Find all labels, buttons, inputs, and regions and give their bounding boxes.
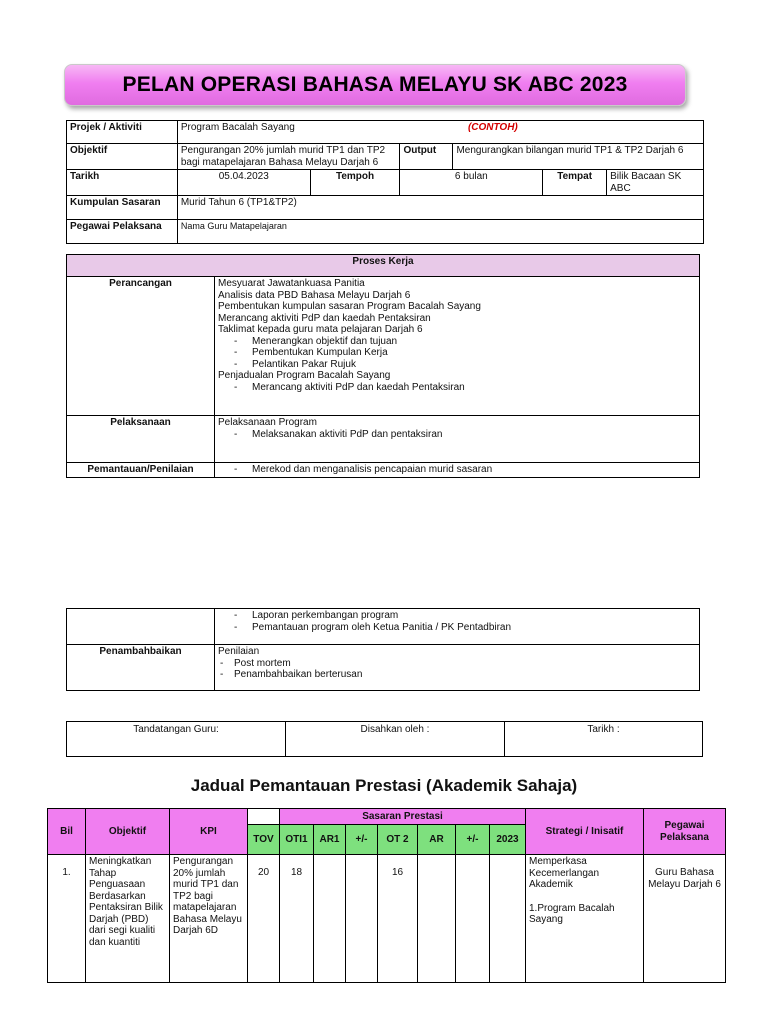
perancangan-line: Taklimat kepada guru mata pelajaran Darjah 6: [218, 324, 423, 335]
pemantauan-label: Pemantauan/Penilaian: [67, 463, 215, 478]
header-bil: Bil: [48, 809, 86, 855]
cell-strategi: [526, 855, 644, 983]
cell-pegawai: Guru Bahasa Melayu Darjah 6: [644, 855, 726, 983]
kumpulan-label: Kumpulan Sasaran: [67, 196, 178, 220]
perancangan-sublist-2: [218, 382, 696, 394]
proses-header: Proses Kerja: [67, 255, 700, 277]
tempat-label: Tempat: [543, 170, 607, 196]
tarikh-value: 05.04.2023: [177, 170, 310, 196]
list-item: - Post mortem: [218, 658, 696, 670]
pelaksanaan-line: Pelaksanaan Program: [218, 417, 317, 428]
pelaksanaan-content: [215, 416, 700, 463]
contoh-note: (CONTOH): [467, 122, 518, 133]
header-blank: [248, 809, 280, 825]
list-item: - Merekod dan menganalisis pencapaian murid sasaran: [218, 464, 696, 476]
tempat-value: Bilik Bacaan SK ABC: [607, 170, 704, 196]
header-2023: 2023: [490, 825, 526, 855]
signature-guru: Tandatangan Guru:: [67, 722, 286, 757]
cell-bil: 1.: [48, 855, 86, 983]
proses-table: [66, 254, 700, 478]
kumpulan-value: Murid Tahun 6 (TP1&TP2): [177, 196, 703, 220]
pelaksanaan-label: Pelaksanaan: [67, 416, 215, 463]
pemantauan-content: [215, 463, 700, 478]
cell-pm2: [456, 855, 490, 983]
list-item: - Menerangkan objektif dan tujuan: [218, 336, 696, 348]
penambahbaikan-line: Penilaian: [218, 646, 260, 657]
cell-oti1: 18: [280, 855, 314, 983]
header-ot2: OT 2: [378, 825, 418, 855]
header-ar1: AR1: [314, 825, 346, 855]
perancangan-line: Mesyuarat Jawatankuasa Panitia: [218, 278, 365, 289]
perancangan-line: Merancang aktiviti PdP dan kaedah Pentaksiran: [218, 312, 431, 324]
tempoh-label: Tempoh: [310, 170, 400, 196]
pemantauan-sublist-continued: [218, 610, 696, 633]
signature-disahkan: Disahkan oleh :: [286, 722, 505, 757]
strategi-line: 1.Program Bacalah Sayang: [529, 902, 615, 925]
objektif-label: Objektif: [67, 144, 178, 170]
pemantauan-label-empty: [67, 609, 215, 645]
header-pegawai: Pegawai Pelaksana: [644, 809, 726, 855]
perancangan-line: Penjadualan Program Bacalah Sayang: [218, 370, 391, 381]
pelaksanaan-sublist: [218, 429, 696, 441]
table-row: [48, 855, 726, 983]
projek-value: Program Bacalah Sayang: [177, 121, 453, 144]
perancangan-content: [215, 277, 700, 416]
jadual-title: Jadual Pemantauan Prestasi (Akademik Sahaja): [190, 776, 578, 795]
list-item: - Laporan perkembangan program: [218, 610, 696, 622]
cell-tov: 20: [248, 855, 280, 983]
output-label: Output: [400, 144, 453, 170]
list-item: - Pelantikan Pakar Rujuk: [218, 359, 696, 371]
signature-table: [66, 721, 703, 757]
perancangan-line: Analisis data PBD Bahasa Melayu Darjah 6: [218, 289, 411, 301]
list-item: - Pembentukan Kumpulan Kerja: [218, 347, 696, 359]
title-banner: [64, 64, 686, 106]
list-item: - Melaksanakan aktiviti PdP dan pentaksiran: [218, 429, 696, 441]
header-pm2: +/-: [456, 825, 490, 855]
cell-pm1: [346, 855, 378, 983]
header-oti1: OTI1: [280, 825, 314, 855]
header-pm1: +/-: [346, 825, 378, 855]
page-title: PELAN OPERASI BAHASA MELAYU SK ABC 2023: [122, 73, 628, 96]
header-ar: AR: [418, 825, 456, 855]
list-item: - Merancang aktiviti PdP dan kaedah Pentaksiran: [218, 382, 696, 394]
penambahbaikan-label: Penambahbaikan: [67, 645, 215, 691]
strategi-line: Memperkasa Kecemerlangan Akademik: [529, 856, 600, 890]
tarikh-label: Tarikh: [67, 170, 178, 196]
cell-objektif: Meningkatkan Tahap Penguasaan Berdasarkan Pentaksiran Bilik Darjah (PBD) dari segi kualiti dan kuantiti: [86, 855, 170, 983]
tempoh-value: 6 bulan: [400, 170, 543, 196]
perancangan-line: Pembentukan kumpulan sasaran Program Bacalah Sayang: [218, 301, 481, 312]
cell-ar: [418, 855, 456, 983]
list-item: - Penambahbaikan berterusan: [218, 669, 696, 681]
projek-label: Projek / Aktiviti: [67, 121, 178, 144]
cell-2023: [490, 855, 526, 983]
list-item: - Pemantauan program oleh Ketua Panitia / PK Pentadbiran: [218, 622, 696, 634]
penambahbaikan-content: [215, 645, 700, 691]
header-kpi: KPI: [170, 809, 248, 855]
pemantauan-sublist: [218, 464, 696, 476]
cell-ot2: 16: [378, 855, 418, 983]
perancangan-label: Perancangan: [67, 277, 215, 416]
header-tov: TOV: [248, 825, 280, 855]
proses-table-continued: [66, 608, 700, 691]
cell-ar1: [314, 855, 346, 983]
penambahbaikan-sublist: [218, 658, 696, 681]
cell-kpi: Pengurangan 20% jumlah murid TP1 dan TP2 bagi matapelajaran Bahasa Melayu Darjah 6D: [170, 855, 248, 983]
pegawai-label: Pegawai Pelaksana: [67, 220, 178, 244]
header-sasaran: Sasaran Prestasi: [280, 809, 526, 825]
header-strategi: Strategi / Inisatif: [526, 809, 644, 855]
pemantauan-continued: [215, 609, 700, 645]
performance-table: [47, 808, 726, 983]
pegawai-value: Nama Guru Matapelajaran: [177, 220, 703, 244]
info-table: [66, 120, 704, 244]
header-objektif: Objektif: [86, 809, 170, 855]
objektif-value: Pengurangan 20% jumlah murid TP1 dan TP2 bagi matapelajaran Bahasa Melayu Darjah 6: [177, 144, 400, 170]
perancangan-sublist: [218, 336, 696, 371]
signature-tarikh: Tarikh :: [505, 722, 703, 757]
output-value: Mengurangkan bilangan murid TP1 & TP2 Darjah 6: [453, 144, 704, 170]
